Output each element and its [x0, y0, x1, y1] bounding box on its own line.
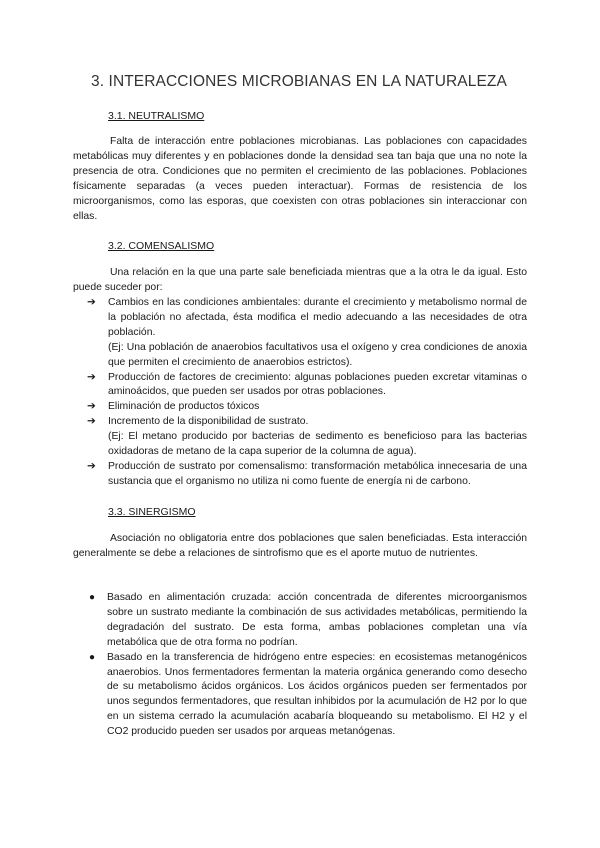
- list-item-text: Basado en la transferencia de hidrógeno entre especies: en ecosistemas metanogénicos anaerobios. Unos fermentadores fermentan la materia orgánica generando como desecho de su metabolismo ácidos orgánicos. Los ácidos orgánicos pueden ser fermentados por unos segundos fermentadores, que resultan inhibidos por la acumulación de H2 por lo que en un sistema cerrado la acumulación acabaría bloqueando su metabolismo. El H2 y el CO2 producido pueden ser usados por arqueas metanógenas.: [107, 651, 527, 738]
- comensalismo-list: [87, 296, 527, 490]
- list-item: [87, 460, 527, 490]
- arrow-icon: ➔: [87, 371, 96, 383]
- list-item-text: Producción de sustrato por comensalismo: transformación metabólica innecesaria de una sustancia que el organismo no utiliza ni como fuente de energía ni de carbono.: [108, 460, 527, 487]
- list-item-text: Producción de factores de crecimiento: algunas poblaciones pueden excretar vitaminas o aminoácidos, que pueden ser usados por otras poblaciones.: [108, 371, 527, 398]
- list-item-note: (Ej: El metano producido por bacterias de sedimento es beneficioso para las bacterias oxidadoras de metano de la capa superior de la columna de agua).: [108, 431, 527, 458]
- paragraph-neutralismo-text: Falta de interacción entre poblaciones microbianas. Las poblaciones con capacidades metabólicas muy diferentes y en poblaciones donde la densidad sea tan baja que una no note la presencia de otra. Condiciones que no permiten el crecimiento de las poblaciones. Poblaciones físicamente separadas (a veces pueden interactuar). Formas de resistencia de los microorganismos, como las esporas, que coexisten con otras poblaciones sin interaccionar con ellas.: [73, 136, 527, 222]
- list-item: [87, 400, 527, 415]
- paragraph-neutralismo: [73, 135, 527, 224]
- sinergismo-list: [89, 591, 527, 740]
- list-item-note: (Ej: Una población de anaerobios facultativos usa el oxígeno y crea condiciones de anoxia que permiten el crecimiento de anaerobios estrictos).: [108, 341, 527, 368]
- arrow-icon: ➔: [87, 460, 96, 472]
- bullet-icon: ●: [89, 592, 96, 603]
- section-heading-sinergismo: 3.3. SINERGISMO: [108, 506, 196, 518]
- list-item-text: Basado en alimentación cruzada: acción concentrada de diferentes microorganismos sobre un sustrato mediante la combinación de sus actividades metabólicas, permitiendo la degradación del sustrato. De esta forma, ambas poblaciones completan una vía metabólica que de otra forma no podrían.: [107, 592, 527, 648]
- section-heading-comensalismo: 3.2. COMENSALISMO: [108, 240, 215, 252]
- list-item: [89, 591, 527, 651]
- list-item: [87, 296, 527, 371]
- paragraph-comensalismo-intro: [73, 266, 527, 296]
- list-item-text: Cambios en las condiciones ambientales: durante el crecimiento y metabolismo normal de la población no afectada, ésta modifica el medio adecuando a las necesidades de otra población.: [108, 297, 527, 338]
- page-title: 3. INTERACCIONES MICROBIANAS EN LA NATURALEZA: [91, 73, 507, 90]
- section-heading-neutralismo: 3.1. NEUTRALISMO: [108, 110, 205, 122]
- list-item: [89, 651, 527, 740]
- arrow-icon: ➔: [87, 297, 96, 308]
- list-item-text: Eliminación de productos tóxicos: [108, 401, 260, 413]
- paragraph-comensalismo-intro-text: Una relación en la que una parte sale beneficiada mientras que a la otra le da igual. Esto puede suceder por:: [73, 267, 527, 293]
- list-item: [87, 371, 527, 401]
- list-item-text: Incremento de la disponibilidad de sustrato.: [108, 416, 309, 428]
- arrow-icon: ➔: [87, 401, 96, 413]
- paragraph-sinergismo-intro: [73, 532, 527, 562]
- bullet-icon: ●: [89, 651, 96, 663]
- list-item: [87, 415, 527, 460]
- paragraph-sinergismo-intro-text: Asociación no obligatoria entre dos poblaciones que salen beneficiadas. Esta interacción generalmente se debe a relaciones de sintrofismo que es el aporte mutuo de nutrientes.: [73, 533, 527, 559]
- arrow-icon: ➔: [87, 416, 96, 428]
